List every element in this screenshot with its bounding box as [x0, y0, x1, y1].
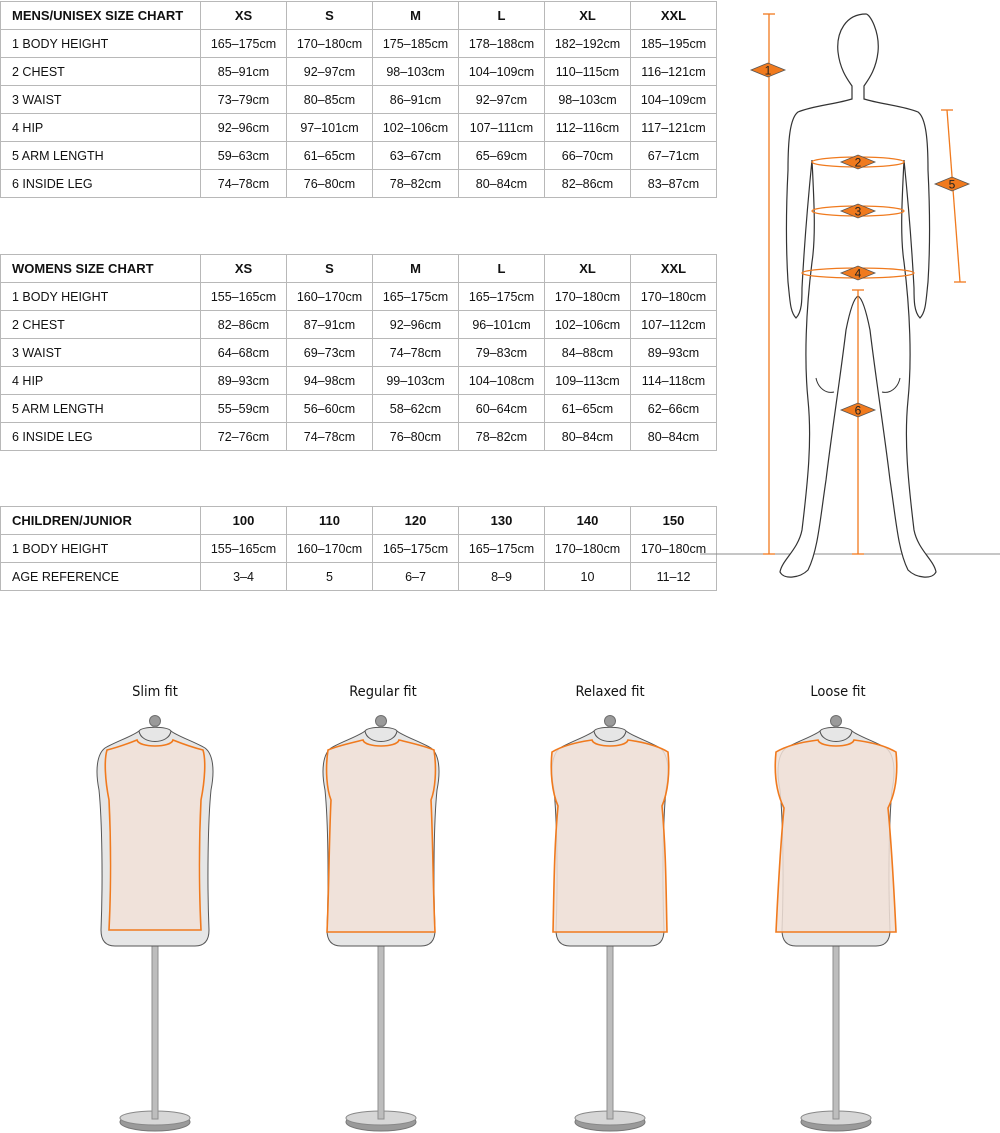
table-cell: 76–80cm [373, 423, 459, 451]
table-cell: 170–180cm [287, 30, 373, 58]
table-cell: 86–91cm [373, 86, 459, 114]
table-cell: 5 [287, 563, 373, 591]
table-cell: 102–106cm [545, 311, 631, 339]
table-cell: 114–118cm [631, 367, 717, 395]
size-header: 150 [631, 507, 717, 535]
table-cell: 82–86cm [545, 170, 631, 198]
table-cell: 60–64cm [459, 395, 545, 423]
table-cell: 89–93cm [631, 339, 717, 367]
table-cell: 87–91cm [287, 311, 373, 339]
size-header: XS [201, 255, 287, 283]
table-cell: 80–84cm [545, 423, 631, 451]
garment-slim [105, 740, 204, 930]
table-cell: 66–70cm [545, 142, 631, 170]
table-cell: 98–103cm [545, 86, 631, 114]
garment-loose [775, 740, 896, 932]
table-cell: 55–59cm [201, 395, 287, 423]
table-cell: 58–62cm [373, 395, 459, 423]
size-header: 140 [545, 507, 631, 535]
table-cell: 56–60cm [287, 395, 373, 423]
table-cell: 104–109cm [459, 58, 545, 86]
size-header: S [287, 2, 373, 30]
table-cell: 107–111cm [459, 114, 545, 142]
garment-relaxed [551, 740, 669, 932]
size-header: XL [545, 2, 631, 30]
table-cell: 65–69cm [459, 142, 545, 170]
size-header: S [287, 255, 373, 283]
table-cell: 165–175cm [459, 535, 545, 563]
table-cell: 63–67cm [373, 142, 459, 170]
table-cell: 175–185cm [373, 30, 459, 58]
table-cell: 62–66cm [631, 395, 717, 423]
marker-label: 6 [854, 403, 862, 418]
table-cell: 74–78cm [373, 339, 459, 367]
table-cell: 170–180cm [631, 535, 717, 563]
table-cell: 185–195cm [631, 30, 717, 58]
size-header: XL [545, 255, 631, 283]
table-cell: 92–96cm [373, 311, 459, 339]
table-cell: 94–98cm [287, 367, 373, 395]
table-cell: 83–87cm [631, 170, 717, 198]
table-cell: 178–188cm [459, 30, 545, 58]
table-cell: 76–80cm [287, 170, 373, 198]
fit-label-relaxed: Relaxed fit [575, 684, 645, 700]
table-cell: 112–116cm [545, 114, 631, 142]
table-cell: 85–91cm [201, 58, 287, 86]
table-cell: 92–97cm [287, 58, 373, 86]
measurement-label: 4 HIP [1, 114, 201, 142]
table-cell: 160–170cm [287, 535, 373, 563]
table-cell: 74–78cm [201, 170, 287, 198]
table-cell: 170–180cm [631, 283, 717, 311]
table-cell: 11–12 [631, 563, 717, 591]
table-cell: 6–7 [373, 563, 459, 591]
table-cell: 92–96cm [201, 114, 287, 142]
measurement-label: 4 HIP [1, 367, 201, 395]
table-cell: 79–83cm [459, 339, 545, 367]
garment-regular [327, 740, 436, 932]
table-cell: 73–79cm [201, 86, 287, 114]
table-cell: 104–109cm [631, 86, 717, 114]
arm-measure-line [947, 110, 960, 282]
table-cell: 78–82cm [459, 423, 545, 451]
marker-6 [841, 403, 875, 418]
table-cell: 165–175cm [373, 535, 459, 563]
measurement-label: 6 INSIDE LEG [1, 170, 201, 198]
size-header: 120 [373, 507, 459, 535]
measurement-label: 1 BODY HEIGHT [1, 535, 201, 563]
size-header: M [373, 2, 459, 30]
table-cell: 3–4 [201, 563, 287, 591]
mannequin-slim [97, 716, 213, 1132]
measurement-label: 2 CHEST [1, 58, 201, 86]
table-title: WOMENS SIZE CHART [1, 255, 201, 283]
measurement-label: AGE REFERENCE [1, 563, 201, 591]
table-cell: 165–175cm [459, 283, 545, 311]
marker-label: 3 [854, 204, 862, 219]
table-cell: 59–63cm [201, 142, 287, 170]
table-cell: 82–86cm [201, 311, 287, 339]
size-header: XXL [631, 2, 717, 30]
marker-label: 1 [764, 63, 772, 78]
measurement-label: 3 WAIST [1, 86, 201, 114]
table-cell: 155–165cm [201, 535, 287, 563]
table-cell: 98–103cm [373, 58, 459, 86]
table-cell: 102–106cm [373, 114, 459, 142]
size-header: XXL [631, 255, 717, 283]
marker-5 [935, 177, 969, 192]
table-cell: 96–101cm [459, 311, 545, 339]
fit-label-loose: Loose fit [810, 684, 866, 700]
table-cell: 89–93cm [201, 367, 287, 395]
table-cell: 67–71cm [631, 142, 717, 170]
mannequin-regular [323, 716, 439, 1132]
size-header: L [459, 2, 545, 30]
size-header: 110 [287, 507, 373, 535]
table-cell: 78–82cm [373, 170, 459, 198]
measurement-label: 6 INSIDE LEG [1, 423, 201, 451]
marker-label: 5 [948, 177, 956, 192]
table-cell: 160–170cm [287, 283, 373, 311]
marker-label: 4 [854, 266, 862, 281]
measurement-label: 3 WAIST [1, 339, 201, 367]
table-title: MENS/UNISEX SIZE CHART [1, 2, 201, 30]
table-cell: 61–65cm [545, 395, 631, 423]
table-cell: 84–88cm [545, 339, 631, 367]
table-cell: 72–76cm [201, 423, 287, 451]
table-cell: 104–108cm [459, 367, 545, 395]
table-cell: 170–180cm [545, 283, 631, 311]
table-title: CHILDREN/JUNIOR [1, 507, 201, 535]
table-cell: 170–180cm [545, 535, 631, 563]
table-cell: 99–103cm [373, 367, 459, 395]
table-cell: 155–165cm [201, 283, 287, 311]
body-figure [700, 14, 1000, 577]
table-cell: 117–121cm [631, 114, 717, 142]
table-cell: 80–84cm [459, 170, 545, 198]
table-cell: 8–9 [459, 563, 545, 591]
measurement-label: 5 ARM LENGTH [1, 142, 201, 170]
table-cell: 69–73cm [287, 339, 373, 367]
mannequin-loose [775, 716, 896, 1132]
size-header: 100 [201, 507, 287, 535]
measurement-label: 2 CHEST [1, 311, 201, 339]
size-header: L [459, 255, 545, 283]
size-header: XS [201, 2, 287, 30]
measurement-label: 1 BODY HEIGHT [1, 30, 201, 58]
table-cell: 110–115cm [545, 58, 631, 86]
marker-1 [751, 63, 785, 78]
size-header: M [373, 255, 459, 283]
table-cell: 61–65cm [287, 142, 373, 170]
marker-label: 2 [854, 155, 862, 170]
table-cell: 80–85cm [287, 86, 373, 114]
table-cell: 92–97cm [459, 86, 545, 114]
size-header: 130 [459, 507, 545, 535]
table-cell: 165–175cm [201, 30, 287, 58]
fit-label-regular: Regular fit [349, 684, 417, 700]
table-cell: 107–112cm [631, 311, 717, 339]
mannequin-relaxed [551, 716, 669, 1132]
table-cell: 64–68cm [201, 339, 287, 367]
table-cell: 182–192cm [545, 30, 631, 58]
table-cell: 97–101cm [287, 114, 373, 142]
fit-label-slim: Slim fit [132, 684, 178, 700]
table-cell: 74–78cm [287, 423, 373, 451]
table-cell: 80–84cm [631, 423, 717, 451]
table-cell: 109–113cm [545, 367, 631, 395]
table-cell: 116–121cm [631, 58, 717, 86]
measurement-label: 5 ARM LENGTH [1, 395, 201, 423]
table-cell: 165–175cm [373, 283, 459, 311]
table-cell: 10 [545, 563, 631, 591]
measurement-label: 1 BODY HEIGHT [1, 283, 201, 311]
